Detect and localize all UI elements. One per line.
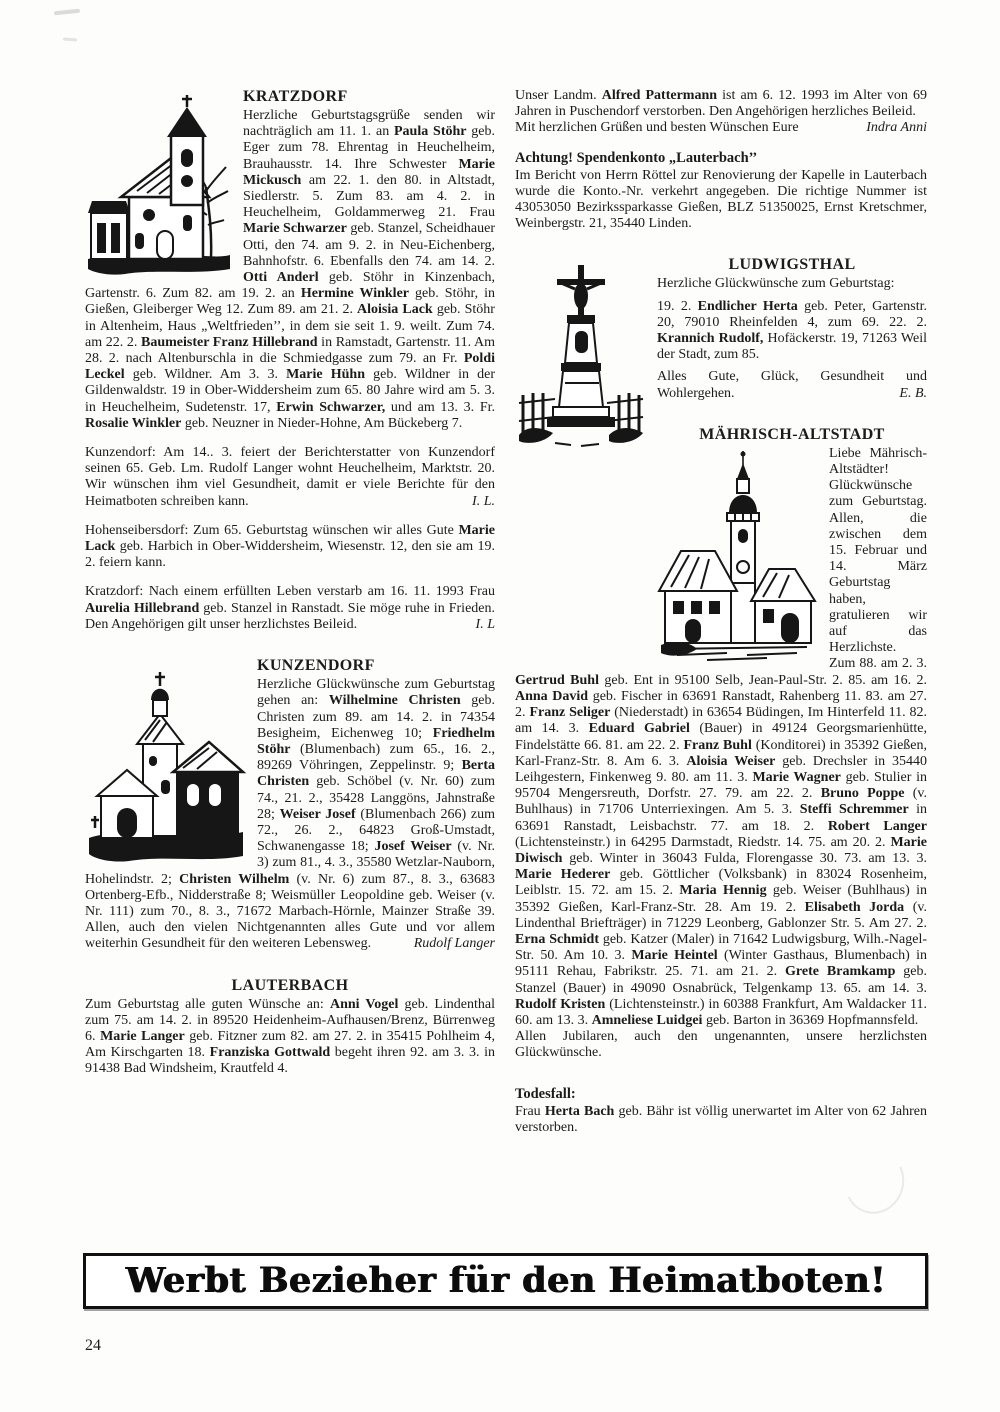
kunzendorf-note-text: Kunzendorf: Am 14.. 3. feiert der Berichterstatter von Kunzendorf seinen 65. Geb. Lm. Rudolf Langer wohnt Heuchelheim, Marktstr. 20. Wir wünschen ihm viel Gesundheit, damit er viele Berichte für den Heimatboten schreiben kann. I. L. xyxy=(85,445,495,509)
section-maehrisch-altstadt xyxy=(515,426,927,1062)
section-title-ludwigsthal: LUDWIGSTHAL xyxy=(728,256,856,274)
banner-text: Werbt Bezieher für den Heimatboten! xyxy=(125,1259,886,1301)
section-title-lauterbach: LAUTERBACH xyxy=(231,976,349,994)
section-ludwigsthal xyxy=(515,256,927,401)
section-title-maehrisch-altstadt: MÄHRISCH-ALTSTADT xyxy=(699,425,885,443)
section-spendenkonto xyxy=(515,150,927,233)
section-title-kratzdorf: KRATZDORF xyxy=(243,88,348,105)
section-kratzdorf xyxy=(85,88,495,432)
ludwigsthal-intro-text: Herzliche Glückwünsche zum Geburtstag: xyxy=(657,276,895,292)
maehrisch-closing-text: Allen Jubilaren, auch den ungenannten, unsere herzlichsten Glückwünsche. xyxy=(515,1029,927,1061)
scan-smudge xyxy=(54,9,80,16)
kunzendorf-greetings-text: Herzliche Glückwünsche zum Geburtstag gehen an: Wilhelmine Christen geb. Christen zum 89. am 14. 2. in 74354 Besigheim, Eichenweg 10; Friedhelm Stöhr (Blumenbach) zum 65., 16. 2., 89269 Vöhringen, Zeppelinstr. 9; Berta Christen geb. Schöbel (v. Nr. 60) zum 74., 21. 2., 35428 Langgöns, Jahnstraße 28; Weiser Josef (Blumenbach 266) zum 72., 26. 2., 64823 Groß-Umstadt, Schwanengasse 18; Josef Weiser (v. Nr. 3) zum 81., 4. 3., 35580 Wetzlar-Nauborn, Hohelindstr. 2; Christen Wilhelm (v. Nr. 6) zum 87., 8. 3., 63683 Ortenberg-Efb., Nidderstraße 8; Weismüller Leopoldine geb. Weiser (v. Nr. 111) zum 70., 8. 3., 71672 Marbach-Hörnle, Mainzer Straße 39. Allen, auch den vielen Nichtgenannten alles Gute und vor allem weiterhin Gesundheit für den weiteren Lebensweg. Rudolf Langer xyxy=(85,677,495,952)
left-column xyxy=(85,88,495,1250)
maehrisch-birthday-list-text: Zum 88. am 2. 3. Gertrud Buhl geb. Ent in 95100 Selb, Jean-Paul-Str. 2. 85. am 16. 2. Anna David geb. Fischer in 63691 Ranstadt, Rahenberg 11. 83. am 27. 2. Franz Seliger (Niederstadt) in 63654 Büdingen, Im Hinterfeld 11. 82. am 14. 3. Eduard Gabriel (Bauer) in 49124 Georgsmarienhütte, Findelstätte 66. 81. am 22. 2. Franz Buhl (Konditorei) in 35392 Gießen, Karl-Franz-Str. 8. Am 6. 3. Aloisia Weiser geb. Drechsler in 35440 Leihgestern, Finkenweg 9. 80. am 11. 3. Marie Wagner geb. Stulier in 95704 Mengersreuth, Dorfstr. 27. 79. am 22. 2. Bruno Poppe (v. Buhlhaus) in 71706 Unterriexingen. Am 5. 3. Steffi Schremmer in 63691 Ranstadt, Leisbachstr. 77. am 18. 2. Robert Langer (Lichtensteinstr.) in 64295 Darmstadt, Riedstr. 14. 75. am 20. 2. Marie Diwisch geb. Winter in 36043 Fulda, Florengasse 30. 73. am 13. 3. Marie Hederer geb. Göttlicher (Volksbank) in 83024 Rosenheim, Leiblstr. 15. 72. am 15. 2. Maria Hennig geb. Weiser (Buhlhaus) in 35392 Gießen, Karl-Franz-Str. 28. Am 19. 2. Elisabeth Jorda (v. Lindenthal Briefträger) in 71229 Leonberg, Gablonzer Str. 5. Am 27. 2. Erna Schmidt geb. Katzer (Maler) in 71642 Ludwigsburg, Wilh.-Nagel-Str. 50. Am 10. 3. Marie Heintel (Winter Gasthaus, Blumenbach) in 95111 Rehau, Fabrikstr. 25. 71. am 21. 2. Grete Bramkamp geb. Stanzel (Bauer) in 49090 Osnabrück, Telgenkamp 13. 65. am 14. 3. Rudolf Kristen (Lichtensteinstr.) in 60388 Frankfurt, Am Waldacker 11. 60. am 13. 3. Amneliese Luidgei geb. Barton in 36369 Hopfmannsfeld. xyxy=(515,656,927,1028)
todesfall-title: Todesfall: xyxy=(515,1085,576,1102)
ludwigsthal-list-text: 19. 2. Endlicher Herta geb. Peter, Gartenstr. 20, 79010 Rheinfelden 4, zum 69. 22. 2. Krannich Rudolf, Hofäckerstr. 19, 71263 Weil der Stadt, zum 85. xyxy=(657,298,927,363)
lauterbach-greetings-text: Zum Geburtstag alle guten Wünsche an: Anni Vogel geb. Lindenthal zum 75. am 14. 2. in 89520 Heidenheim-Aufhausen/Brenz, Bürrenweg 6. Marie Langer geb. Fitzner zum 82. am 27. 2. in 35415 Pohlheim 4, Am Kirschgarten 18. Franziska Gottwald begeht ihren 92. am 3. 3. in 91438 Bad Windsheim, Krautfeld 4. xyxy=(85,996,495,1077)
ludwigsthal-monument-illustration xyxy=(515,259,647,451)
spendenkonto-text: Im Bericht von Herrn Röttel zur Renovierung der Kapelle in Lauterbach wurde die Konto.-Nr. verkehrt angegeben. Die richtige Nummer ist 43053050 Bezirkssparkasse Gießen, BLZ 51350025, Ernst Kretschmer, Weinbergstr. 21, 35440 Linden. xyxy=(515,167,927,232)
pattermann-obituary-text: Unser Landm. Alfred Pattermann ist am 6. 12. 1993 im Alter von 69 Jahren in Puschendorf verstorben. Den Angehörigen herzliches Beileid. Mit herzlichen Grüßen und besten Wünschen Eure Indra Anni xyxy=(515,88,927,136)
ludwigsthal-closing-text: Alles Gute, Glück, Gesundheit und Wohlergehen. E. B. xyxy=(657,369,927,401)
banner-werbt-bezieher xyxy=(83,1253,928,1309)
section-kunzendorf xyxy=(85,657,495,952)
page-number: 24 xyxy=(85,1337,101,1354)
spendenkonto-title: Achtung! Spendenkonto „Lauterbach’’ xyxy=(515,149,758,166)
section-todesfall xyxy=(515,1086,927,1136)
right-column xyxy=(515,88,927,1250)
kratzdorf-obituary-text: Kratzdorf: Nach einem erfüllten Leben verstarb am 16. 11. 1993 Frau Aurelia Hillebrand geb. Stanzel in Ranstadt. Sie möge ruhe in Frieden. Den Angehörigen gilt unser herzlichstes Beileid. I. L xyxy=(85,584,495,632)
section-lauterbach xyxy=(85,977,495,1078)
section-title-kunzendorf: KUNZENDORF xyxy=(257,657,375,675)
kunzendorf-church-illustration xyxy=(85,660,247,865)
maehrisch-altstadt-townhall-illustration xyxy=(657,449,819,664)
todesfall-text: Frau Herta Bach geb. Bähr ist völlig unerwartet im Alter von 62 Jahren verstorben. xyxy=(515,1103,927,1135)
scan-smudge xyxy=(63,38,77,42)
hohenseibersdorf-note-text: Hohenseibersdorf: Zum 65. Geburtstag wünschen wir alles Gute Marie Lack geb. Harbich in Ober-Widdersheim, Wiesenstr. 12, den sie am 19. 2. feiern kann. xyxy=(85,522,495,571)
kratzdorf-greetings-text: Herzliche Geburtstagsgrüße senden wir nachträglich am 11. 1. an Paula Stöhr geb. Eger zum 78. Ehrentag in Heuchelheim, Brauhausstr. 14. Ihre Schwester Marie Mickusch am 22. 1. den 80. in Altstadt, Siedlerstr. 5. Zum 83. am 4. 2. in Heuchelheim, Goldammerweg 21. Frau Marie Schwarzer geb. Stanzel, Scheidhauer Otti, den 74. am 9. 2. in Neu-Eichenberg, Bahnhofstr. 6. Ebenfalls den 74. am 14. 2. Otti Anderl geb. Stöhr in Kinzenbach, Gartenstr. 6. Zum 82. am 19. 2. an Hermine Winkler geb. Stöhr, in Gießen, Gleiberger Weg 12. Zum 89. am 21. 2. Aloisia Lack geb. Stöhr in Altenheim, Haus „Weltfrieden’’, in dem sie seit 1. 9. weilt. Zum 74. am 22. 2. Baumeister Franz Hillebrand in Ramstadt, Gartenstr. 11. Am 28. 2. nach Altenburschla in die Schmiedgasse zum 79. an Fr. Poldi Leckel geb. Wildner. Am 3. 3. Marie Hühn geb. Wildner in der Gildenwaldstr. 19 in Ober-Widdersheim zum 65. 80 Jahre wird am 5. 3. in Heuchelheim, Sudetenstr. 17, Erwin Schwarzer, und am 13. 3. Fr. Rosalie Winkler geb. Neuzner in Nieder-Hohne, Am Bückeberg 7. xyxy=(85,108,495,431)
maehrisch-intro-text: Liebe Mährisch-Altstädter! Glückwünsche zum Geburtstag. Allen, die zwischen dem 15. Februar und 14. März Geburtstag haben, gratulieren wir auf das Herzlichste. xyxy=(829,445,927,656)
kratzdorf-church-illustration xyxy=(85,91,233,277)
